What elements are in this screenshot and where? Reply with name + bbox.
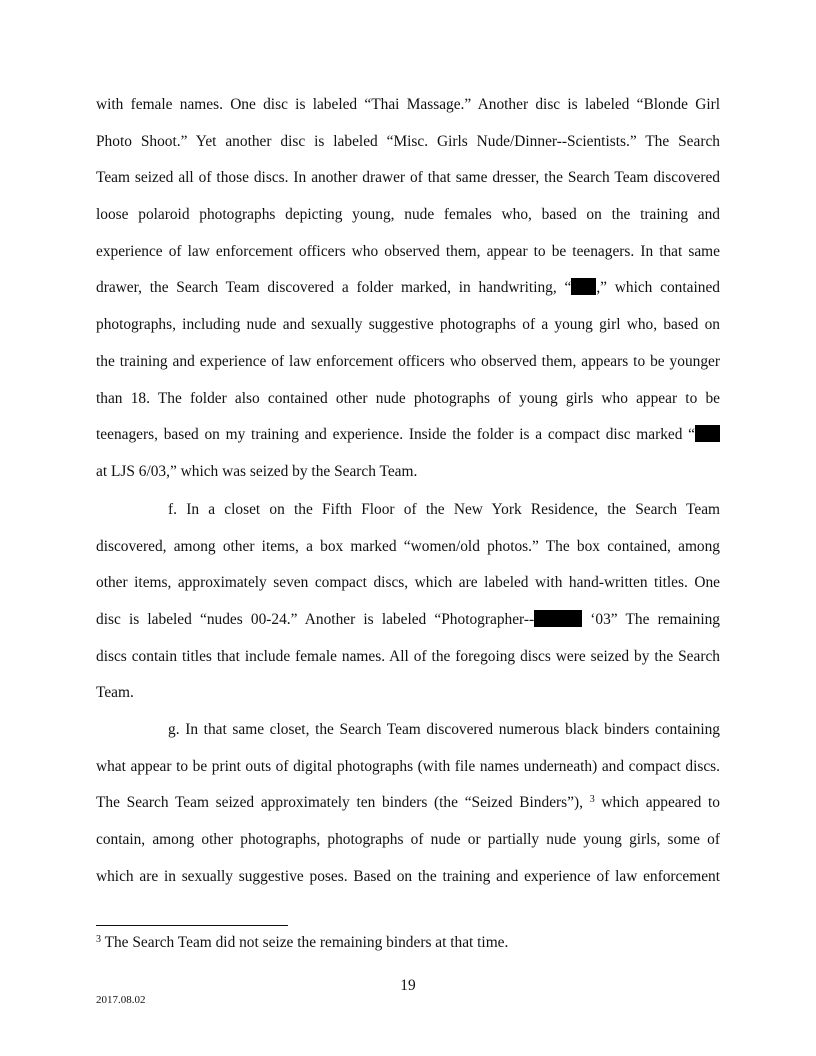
text-line: Team seized all of those discs. In another drawer of that same dresser, the Search Team discovered [96,169,720,187]
text-line: contain, among other photographs, photographs of nude or partially nude young girls, some of [96,831,720,849]
footnote-divider [96,925,288,926]
text-line: Photo Shoot.” Yet another disc is labeled “Misc. Girls Nude/Dinner--Scientists.” The Search [96,132,720,150]
text-segment: disc is labeled “nudes 00-24.” Another is labeled “Photographer-- [96,611,535,629]
text-line [96,793,720,830]
text-line [96,278,720,315]
text-segment: The Search Team seized approximately ten binders (the “Seized Binders”), [96,794,590,812]
redaction-box [534,610,582,627]
footnote [96,934,508,952]
text-line: at LJS 6/03,” which was seized by the Search Team. [96,462,418,480]
text-segment: ,” which contained [596,279,720,297]
redaction-box [695,425,720,442]
text-line: which are in sexually suggestive poses. Based on the training and experience of law enforcement [96,867,720,885]
text-line: f. In a closet on the Fifth Floor of the New York Residence, the Search Team [168,501,720,518]
text-line [96,425,720,462]
text-segment: drawer, the Search Team discovered a folder marked, in handwriting, “ [96,279,572,297]
paragraph-g [96,720,720,903]
redaction-box [571,278,596,295]
paragraph-f [96,500,720,720]
text-line: other items, approximately seven compact discs, which are labeled with hand-written titles. One [96,574,720,592]
text-line [96,610,720,647]
page-number: 19 [400,977,416,994]
text-line: with female names. One disc is labeled “Thai Massage.” Another disc is labeled “Blonde Girl [96,96,720,113]
text-line: discovered, among other items, a box marked “women/old photos.” The box contained, among [96,537,720,555]
text-line: experience of law enforcement officers who observed them, appear to be teenagers. In that same [96,242,720,260]
text-line: loose polaroid photographs depicting young, nude females who, based on the training and [96,206,720,224]
text-line: photographs, including nude and sexually suggestive photographs of a young girl who, based on [96,316,720,334]
footnote-marker: 3 [96,934,101,945]
text-line: what appear to be print outs of digital photographs (with file names underneath) and compact discs. [96,757,720,775]
text-line: Team. [96,684,134,702]
text-line: discs contain titles that include female names. All of the foregoing discs were seized by the Search [96,647,720,665]
text-line: than 18. The folder also contained other nude photographs of young girls who appear to be [96,389,720,407]
date-stamp: 2017.08.02 [96,994,146,1006]
paragraph-e [96,95,720,499]
text-segment: which appeared to [594,794,720,812]
footnote-text: The Search Team did not seize the remaining binders at that time. [101,934,509,951]
text-line: g. In that same closet, the Search Team discovered numerous black binders containing [168,721,720,738]
footnote-reference: 3 [589,794,595,806]
text-segment: ‘03” The remaining [582,611,720,629]
text-segment: teenagers, based on my training and experience. Inside the folder is a compact disc marked “ [96,426,695,444]
text-line: the training and experience of law enforcement officers who observed them, appears to be younger [96,352,720,370]
